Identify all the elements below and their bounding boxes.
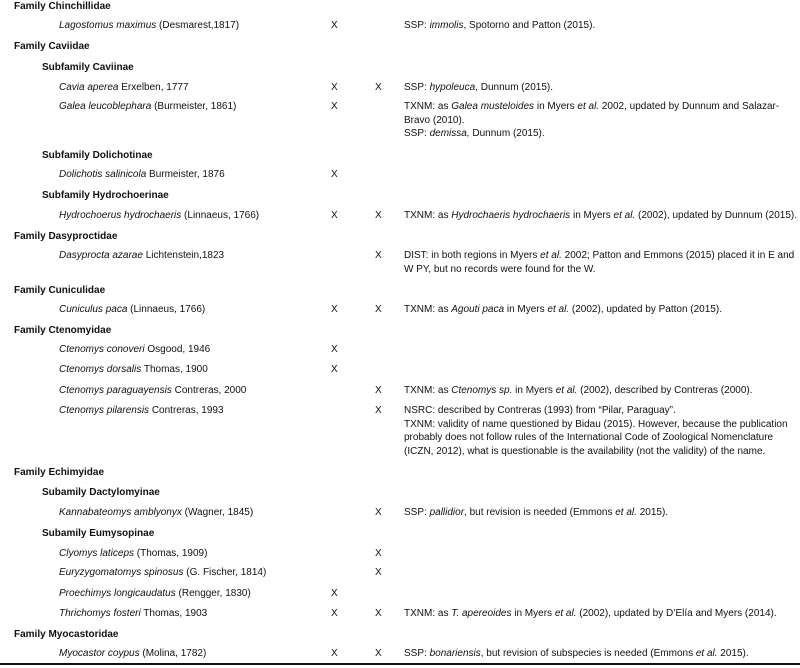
remark-italic: Ctenomys sp. [451, 385, 513, 396]
presence-mark-region-2: X [375, 304, 382, 315]
presence-mark-region-1: X [331, 588, 338, 599]
presence-mark-region-2: X [375, 507, 382, 518]
species-name [59, 363, 208, 377]
remarks [404, 384, 798, 398]
species-name [59, 647, 206, 661]
remark-text: Dunnum (2015). [469, 128, 545, 139]
species-name [59, 303, 205, 317]
remarks [404, 506, 798, 520]
remark-italic: et al. [577, 101, 600, 112]
remark-text: DIST: in both regions in Myers [404, 250, 541, 261]
remark-text: in Myers [570, 210, 614, 221]
remark-text: 2015). [717, 648, 749, 659]
presence-mark-region-2: X [375, 405, 382, 416]
remark-italic: et al. [613, 210, 636, 221]
remarks [404, 209, 798, 223]
remark-text: in Myers [512, 385, 556, 396]
remark-text: SSP: [404, 507, 430, 518]
scientific-name: Clyomys laticeps [59, 548, 135, 559]
remark-text: TXNM: as [404, 385, 452, 396]
remarks [404, 81, 798, 95]
authority: (Rengger, 1830) [175, 588, 251, 599]
remark-italic: pallidior [429, 507, 465, 518]
remarks [404, 404, 798, 458]
scientific-name: Cavia aperea [59, 82, 119, 93]
table-bottom-rule [0, 663, 800, 665]
presence-mark-region-1: X [331, 210, 338, 221]
scientific-name: Proechimys longicaudatus [59, 588, 176, 599]
family-heading: Family Myocastoridae [14, 629, 119, 640]
authority: (Thomas, 1909) [134, 548, 208, 559]
remark-text: SSP: [404, 128, 430, 139]
family-heading: Family Dasyproctidae [14, 231, 118, 242]
presence-mark-region-2: X [375, 385, 382, 396]
species-name [59, 100, 236, 114]
remark-italic: et al. [547, 304, 570, 315]
family-heading: Family Ctenomyidae [14, 325, 112, 336]
remark-text: (2002), updated by Patton (2015). [569, 304, 722, 315]
species-name [59, 547, 207, 561]
subfamily-heading: Subamily Eumysopinae [42, 528, 155, 539]
authority: Osgood, 1946 [144, 344, 211, 355]
remark-text: , but revision of subspecies is needed (Emmons [480, 648, 696, 659]
remark-text: TXNM: validity of name questioned by Bidau (2015). However, because the publication probably does not follow rules of the International Code of Zoological Nomenclature (ICZN, 2012), what is questionable is the availability (not the validity) of the name. [404, 418, 788, 457]
remark-text: 2015). [636, 507, 669, 518]
remark-text: in Myers [511, 608, 555, 619]
remark-italic: et al. [615, 507, 637, 518]
presence-mark-region-1: X [331, 364, 338, 375]
remark-text: (2002), described by Contreras (2000). [577, 385, 753, 396]
presence-mark-region-1: X [331, 344, 338, 355]
remarks [404, 303, 798, 317]
remark-text: TXNM: as [404, 608, 452, 619]
presence-mark-region-1: X [331, 648, 338, 659]
scientific-name: Galea leucoblephara [59, 101, 152, 112]
presence-mark-region-2: X [375, 250, 382, 261]
presence-mark-region-1: X [331, 169, 338, 180]
species-name [59, 343, 210, 357]
authority: (Linnaeus, 1766) [181, 210, 260, 221]
presence-mark-region-1: X [331, 20, 338, 31]
scientific-name: Myocastor coypus [59, 648, 140, 659]
remark-italic: demissa, [429, 128, 470, 139]
subfamily-heading: Subfamily Caviinae [42, 62, 134, 73]
remark-italic: et al. [554, 608, 577, 619]
authority: (Desmarest,1817) [156, 20, 240, 31]
remark-italic: bonariensis [429, 648, 481, 659]
remark-italic: et al. [555, 385, 578, 396]
remark-text: (2002), updated by Dunnum (2015). [635, 210, 797, 221]
species-name [59, 587, 251, 601]
presence-mark-region-1: X [331, 304, 338, 315]
subfamily-heading: Subamily Dactylomyinae [42, 487, 160, 498]
authority: Thomas, 1900 [141, 364, 208, 375]
species-name [59, 168, 225, 182]
scientific-name: Hydrochoerus hydrochaeris [59, 210, 182, 221]
subfamily-heading: Subfamily Hydrochoerinae [42, 190, 169, 201]
presence-mark-region-2: X [375, 648, 382, 659]
remark-italic: et al. [695, 648, 718, 659]
remark-text: in Myers [504, 304, 548, 315]
presence-mark-region-2: X [375, 210, 382, 221]
remark-text: , Dunnum (2015). [475, 82, 553, 93]
authority: (Molina, 1782) [139, 648, 207, 659]
authority: (Wagner, 1845) [181, 507, 254, 518]
remark-text: TXNM: as [404, 101, 452, 112]
species-name [59, 566, 266, 580]
subfamily-heading: Subfamily Dolichotinae [42, 150, 153, 161]
remarks [404, 647, 798, 661]
family-heading: Family Caviidae [14, 41, 90, 52]
authority: Thomas, 1903 [140, 608, 208, 619]
species-name [59, 607, 207, 621]
remark-text: 2002, updated by Dunnum and Salazar-Bravo (2010). [404, 101, 780, 126]
remark-text: SSP: [404, 20, 430, 31]
authority: Contreras, 1993 [149, 405, 224, 416]
remarks [404, 19, 798, 33]
remarks [404, 249, 798, 276]
remark-italic: Hydrochaeris hydrochaeris [451, 210, 571, 221]
scientific-name: Kannabateomys amblyonyx [59, 507, 182, 518]
presence-mark-region-2: X [375, 548, 382, 559]
remark-italic: Agouti paca [451, 304, 505, 315]
presence-mark-region-2: X [375, 567, 382, 578]
remark-text: TXNM: as [404, 304, 452, 315]
authority: Contreras, 2000 [171, 385, 247, 396]
remark-text: NSRC: described by Contreras (1993) from “Pilar, Paraguay”. [404, 405, 676, 416]
family-heading: Family Cuniculidae [14, 285, 106, 296]
species-name [59, 209, 259, 223]
authority: (Linnaeus, 1766) [127, 304, 206, 315]
remark-text: 2002; Patton and Emmons (2015) placed it in E and W PY, but no records were found for the W. [404, 250, 795, 275]
presence-mark-region-1: X [331, 82, 338, 93]
scientific-name: Ctenomys conoveri [59, 344, 145, 355]
remark-text: in Myers [534, 101, 578, 112]
remark-text: TXNM: as [404, 210, 452, 221]
presence-mark-region-2: X [375, 82, 382, 93]
authority: (G. Fischer, 1814) [183, 567, 267, 578]
remark-italic: T. apereoides [451, 608, 512, 619]
remark-italic: immolis [429, 20, 464, 31]
authority: Erxelben, 1777 [118, 82, 189, 93]
species-name [59, 19, 239, 33]
scientific-name: Dasyprocta azarae [59, 250, 143, 261]
scientific-name: Euryzygomatomys spinosus [59, 567, 184, 578]
species-name [59, 506, 253, 520]
scientific-name: Lagostomus maximus [59, 20, 157, 31]
authority: Burmeister, 1876 [146, 169, 225, 180]
remark-italic: et al. [540, 250, 562, 261]
species-name [59, 249, 224, 263]
scientific-name: Ctenomys pilarensis [59, 405, 150, 416]
scientific-name: Ctenomys paraguayensis [59, 385, 172, 396]
family-heading: Family Echimyidae [14, 467, 105, 478]
remarks [404, 100, 798, 141]
family-heading: Family Chinchillidae [14, 1, 111, 12]
remark-text: , Spotorno and Patton (2015). [463, 20, 596, 31]
remark-italic: Galea musteloides [451, 101, 535, 112]
remarks [404, 607, 798, 621]
scientific-name: Thrichomys fosteri [59, 608, 141, 619]
remark-text: SSP: [404, 82, 430, 93]
scientific-name: Dolichotis salinicola [59, 169, 147, 180]
species-name [59, 384, 246, 398]
presence-mark-region-1: X [331, 101, 338, 112]
remark-text: , but revision is needed (Emmons [464, 507, 616, 518]
species-name [59, 404, 224, 418]
scientific-name: Ctenomys dorsalis [59, 364, 142, 375]
remark-italic: hypoleuca [429, 82, 476, 93]
authority: Lichtenstein,1823 [142, 250, 225, 261]
species-name [59, 81, 189, 95]
scientific-name: Cuniculus paca [59, 304, 128, 315]
authority: (Burmeister, 1861) [151, 101, 237, 112]
presence-mark-region-2: X [375, 608, 382, 619]
remark-text: (2002), updated by D’Elía and Myers (2014). [576, 608, 777, 619]
presence-mark-region-1: X [331, 608, 338, 619]
remark-text: SSP: [404, 648, 430, 659]
